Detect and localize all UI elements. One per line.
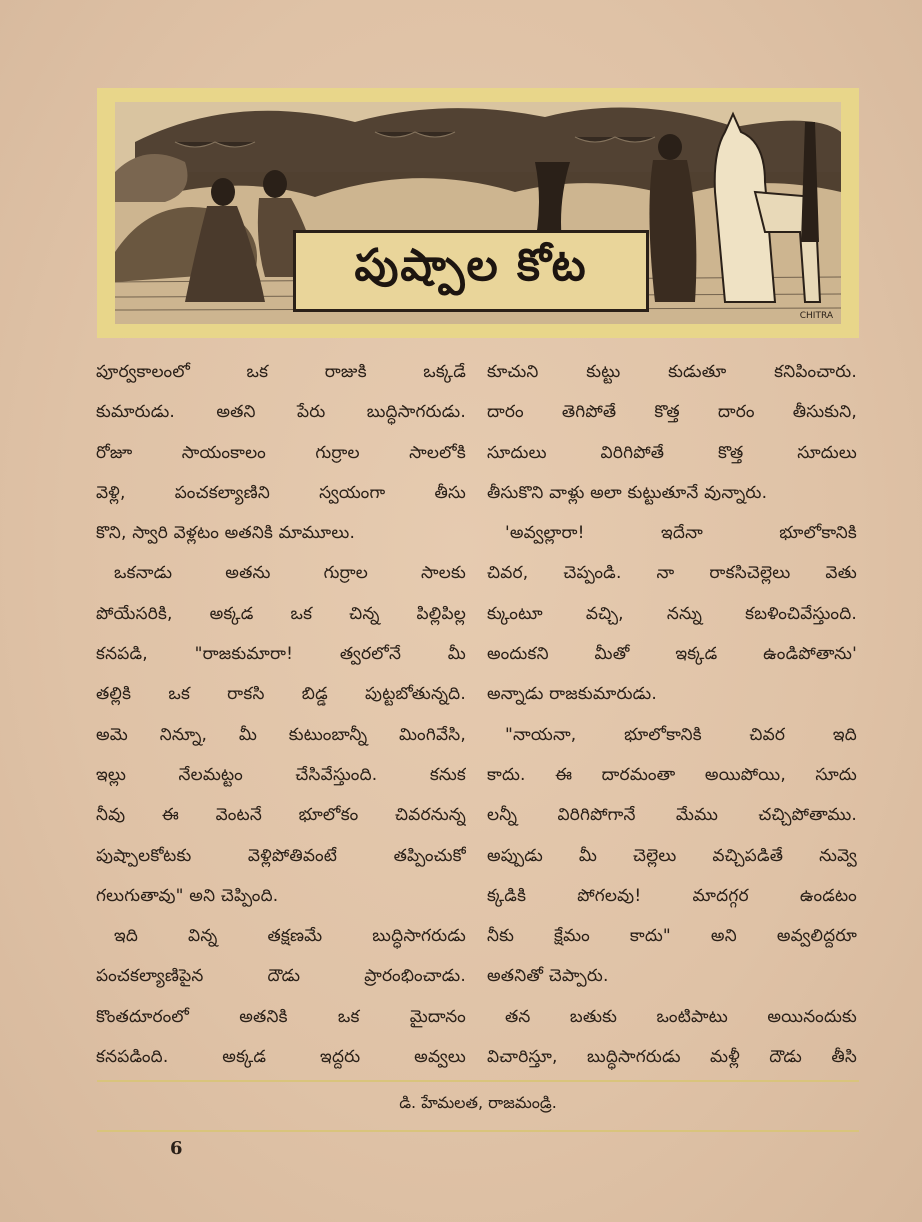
text-line: తీసుకొని వాళ్లు అలా కుట్టుతూనే వున్నారు.: [487, 482, 768, 503]
story-title: పుష్పాల కోట: [293, 230, 649, 312]
text-line: లన్నీ విరిగిపోగానే మేము చచ్చిపోతాము.: [487, 805, 857, 826]
text-line: 'అవ్వల్లారా! ఇదేనా భూలోకానికి: [505, 523, 857, 544]
text-line: అమె నిన్నూ, మీ కుటుంబాన్నీ మింగివేసి,: [96, 724, 466, 745]
text-line: పోయేసరికి, అక్కడ ఒక చిన్న పిల్లిపిల్ల: [96, 603, 466, 624]
text-line: చివర, చెప్పండి. నా రాకసిచెల్లెలు వెతు: [487, 563, 857, 584]
page-number: 6: [170, 1138, 183, 1159]
text-line: పుష్పాలకోటకు వెళ్లిపోతివంటే తప్పించుకో: [96, 845, 466, 866]
text-line: గలుగుతావు" అని చెప్పింది.: [96, 885, 279, 906]
text-line: పంచకల్యాణిపైన దౌడు ప్రారంభించాడు.: [96, 966, 466, 987]
text-line: పూర్వకాలంలో ఒక రాజుకి ఒక్కడే: [96, 362, 466, 382]
text-column-left: [96, 352, 466, 1077]
text-line: దారం తెగిపోతే కొత్త దారం తీసుకుని,: [487, 402, 857, 423]
text-line: క్కుంటూ వచ్చి, నన్ను కబళించివేస్తుంది.: [487, 603, 857, 624]
text-line: "నాయనా, భూలోకానికి చివర ఇది: [505, 724, 857, 745]
text-line: ఇది విన్న తక్షణమే బుద్ధిసాగరుడు: [114, 926, 466, 947]
illustrator-signature: CHITRA: [799, 311, 833, 321]
text-line: ఒకనాడు అతను గుర్రాల సాలకు: [114, 563, 466, 584]
text-line: రోజూ సాయంకాలం గుర్రాల సాలలోకి: [96, 442, 466, 463]
text-line: క్కడికి పోగలవు! మాదగ్గర ఉండటం: [487, 885, 857, 906]
divider-top: [97, 1080, 859, 1082]
text-line: కుమారుడు. అతని పేరు బుద్ధిసాగరుడు.: [96, 402, 466, 423]
text-line: తల్లికి ఒక రాకసి బిడ్డ పుట్టబోతున్నది.: [96, 684, 466, 705]
text-line: అందుకని మీతో ఇక్కడ ఉండిపోతాను': [487, 644, 857, 665]
text-line: అప్పుడు మీ చెల్లెలు వచ్చిపడితే నువ్వె: [487, 845, 857, 866]
text-line: కనపడి, "రాజకుమారా! త్వరలోనే మీ: [96, 644, 466, 665]
text-line: నీవు ఈ వెంటనే భూలోకం చివరనున్న: [96, 805, 466, 826]
text-line: సూదులు విరిగిపోతే కొత్త సూదులు: [487, 442, 857, 463]
text-column-right: [487, 352, 857, 1077]
author-credit: డి. హేమలత, రాజమండ్రి.: [399, 1093, 557, 1112]
text-line: కూచుని కుట్టు కుడుతూ కనిపించారు.: [487, 362, 857, 382]
text-line: అతనితో చెప్పారు.: [487, 966, 609, 987]
text-line: కనపడింది. అక్కడ ఇద్దరు అవ్వలు: [96, 1047, 466, 1068]
text-line: తన బతుకు ఒంటిపాటు అయినందుకు: [505, 1006, 857, 1027]
text-line: నీకు క్షేమం కాదు" అని అవ్వలిద్దరూ: [487, 926, 857, 947]
text-line: కాదు. ఈ దారమంతా అయిపోయి, సూదు: [487, 764, 857, 785]
divider-bottom: [97, 1130, 859, 1132]
text-line: అన్నాడు రాజకుమారుడు.: [487, 684, 657, 705]
header-illustration: [97, 88, 859, 338]
text-line: కొంతదూరంలో అతనికి ఒక మైదానం: [96, 1006, 466, 1027]
text-line: విచారిస్తూ, బుద్ధిసాగరుడు మళ్లీ దౌడు తీసి: [487, 1047, 857, 1068]
text-line: కొని, స్వారి వెళ్లటం అతనికి మామూలు.: [96, 523, 356, 544]
text-line: వెళ్లి, పంచకల్యాణిని స్వయంగా తీసు: [96, 482, 466, 503]
text-line: ఇల్లు నేలమట్టం చేసివేస్తుంది. కనుక: [96, 764, 466, 785]
